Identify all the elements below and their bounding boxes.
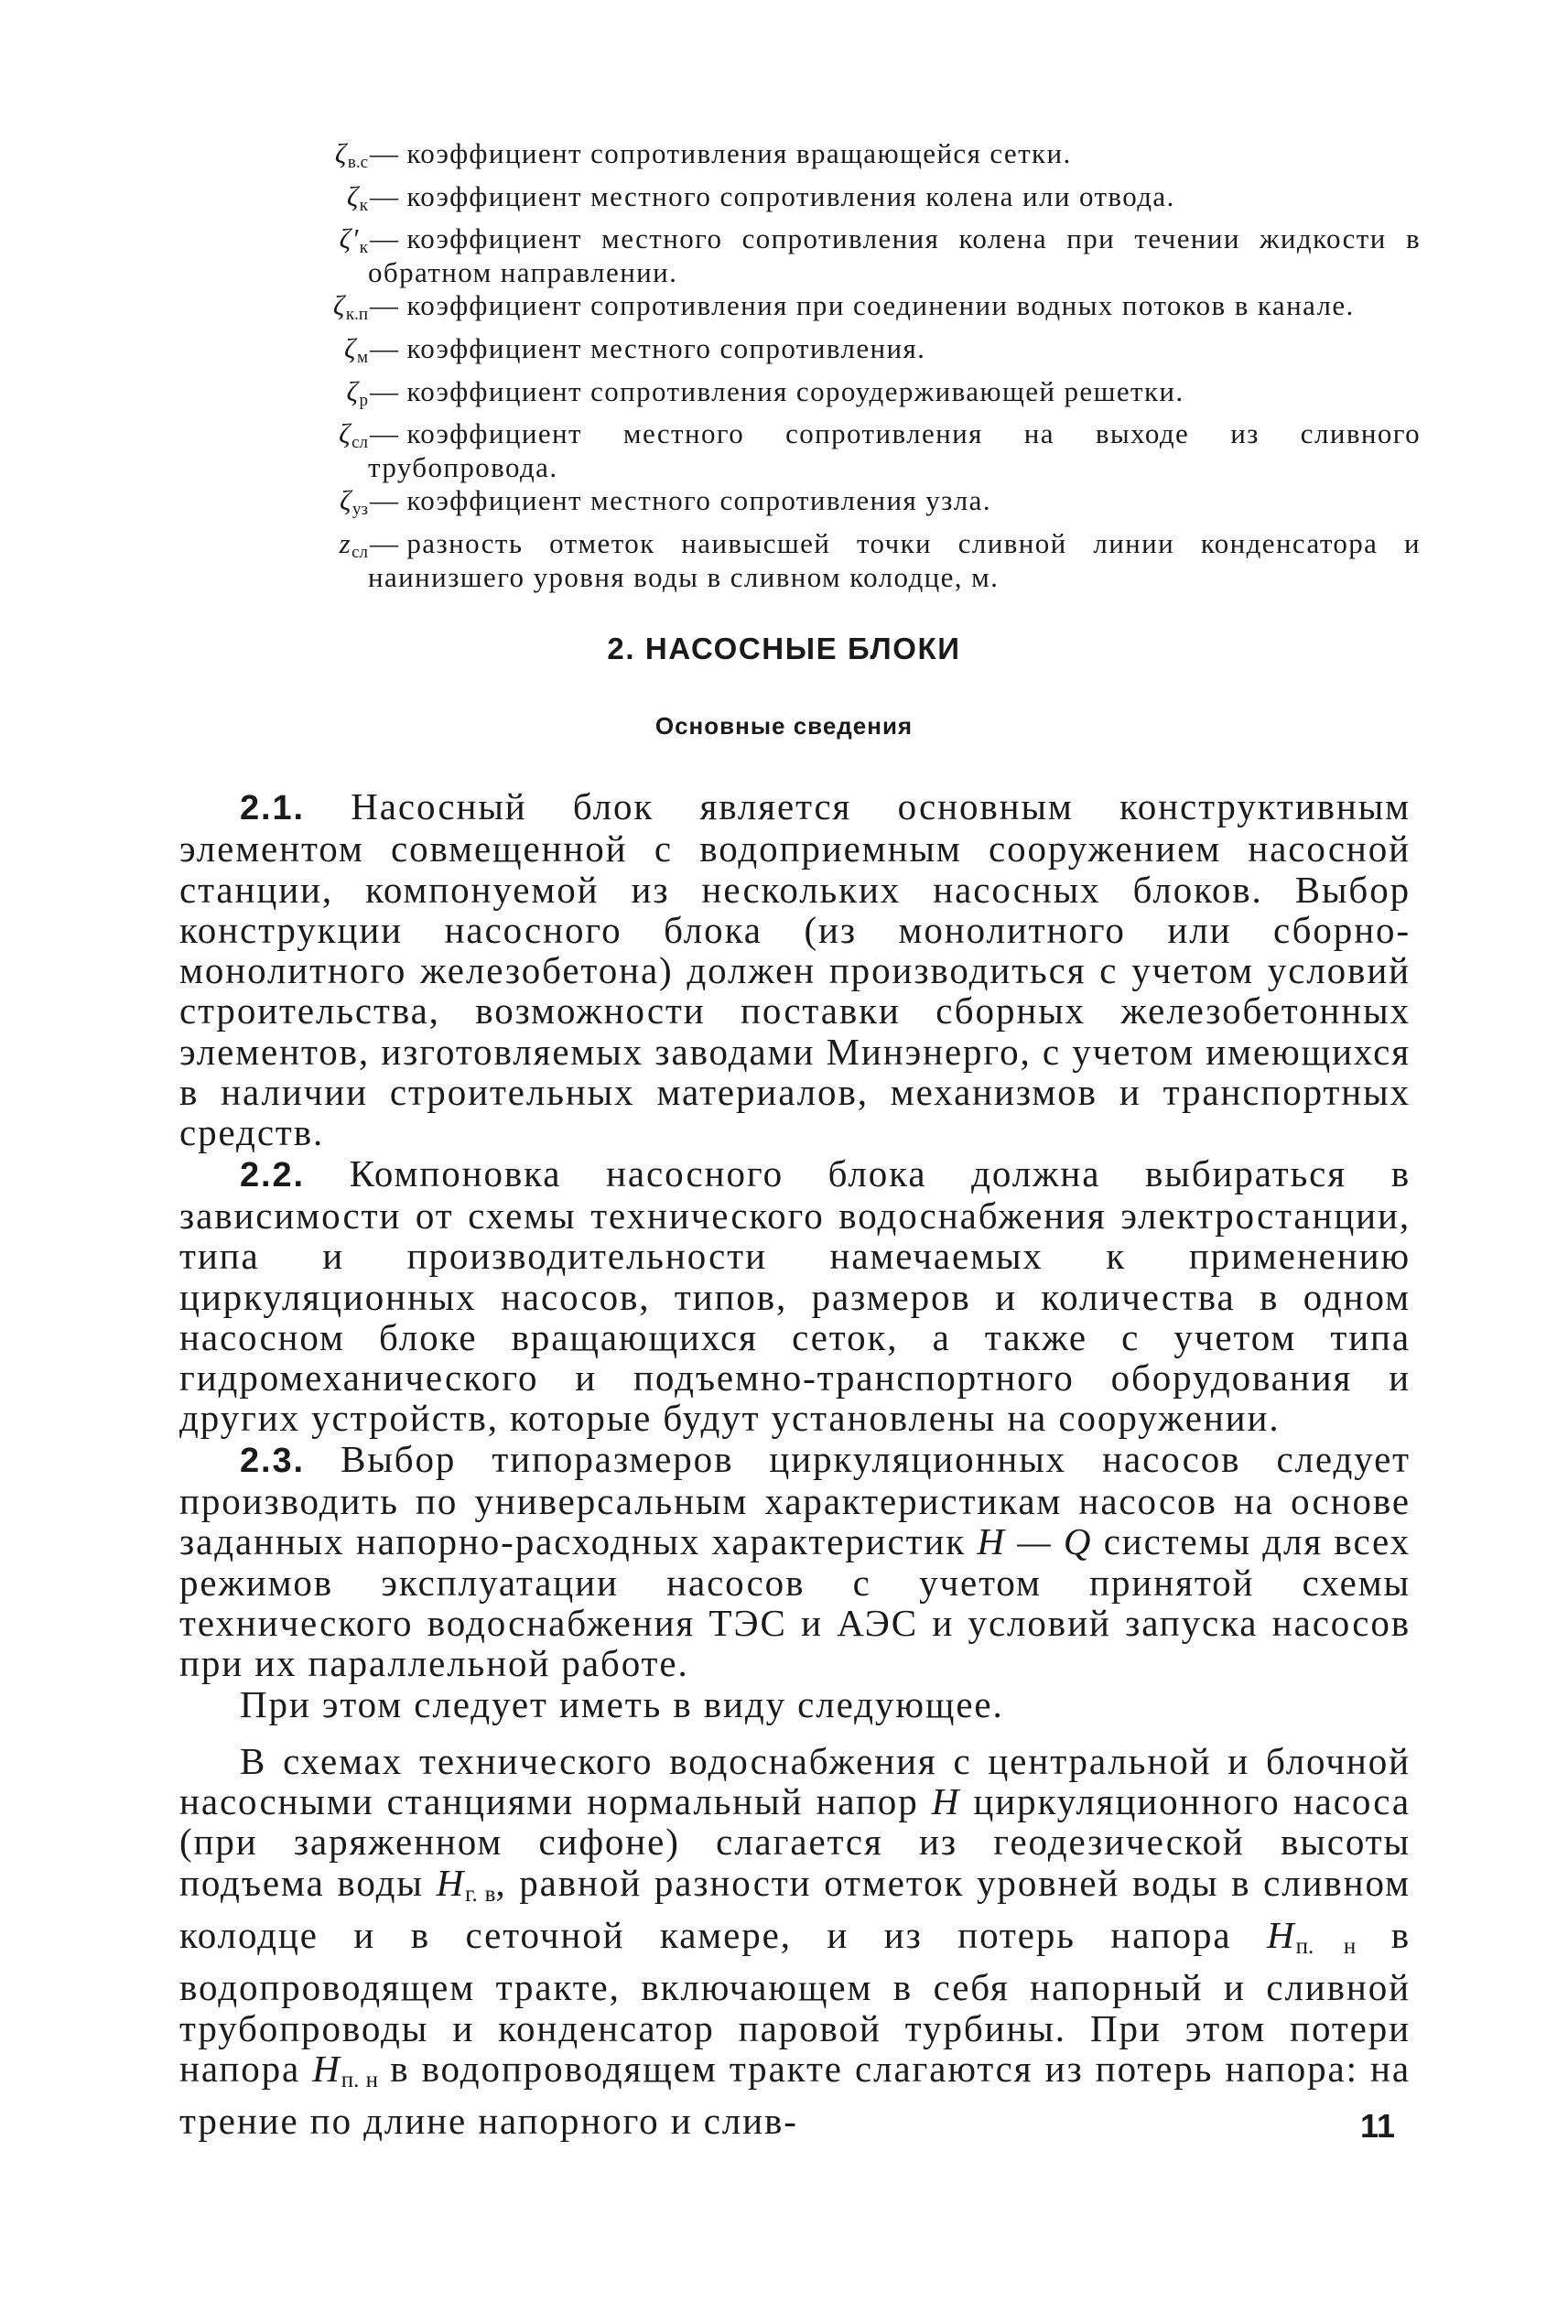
variable-subscript: п. н (341, 2067, 379, 2092)
legend-symbol: $\zeta_м$ (344, 331, 368, 367)
paragraph-text: Выбор типоразмеров циркуляционных насосов следует производить по универсальным характеристикам насосов на основе заданных напорно-расходных характеристик (179, 1437, 1411, 1563)
formula-h-q: H — Q (977, 1520, 1093, 1563)
legend-symbol: $\zeta_{уз}$ (340, 484, 368, 520)
legend-description: — коэффициент сопротивления вращающейся сетки. (370, 137, 1072, 169)
sub-heading: Основные сведения (654, 712, 914, 740)
legend-symbol: $\zeta_р$ (346, 374, 368, 410)
legend-description: — коэффициент местного сопротивления. (370, 331, 926, 364)
legend-description: — разность отметок наивысшей точки сливной линии конденсатора и наинизшего уровня воды в сливном колодце, м. (368, 526, 1421, 593)
paragraph-text: Компоновка насосного блока должна выбираться в зависимости от схемы технического водоснабжения электростанции, типа и производительности намечаемых к применению циркуляционных насосов, типов, размеров и количества в одном насосном блоке вращающихся сеток, а также с учетом типа гидромеханического и подъемно-транспортного оборудования и других устройств, которые будут установлены на сооружении. (179, 1151, 1411, 1440)
legend-symbol: $\zeta_{к.п}$ (332, 289, 368, 325)
clause-number: 2.1. (240, 789, 305, 827)
legend-symbol: $z_{сл}$ (339, 526, 368, 562)
legend-item (198, 289, 1421, 332)
legend-description: — коэффициент местного сопротивления узла. (370, 484, 991, 517)
legend-symbol: $\zeta_к$ (346, 179, 368, 215)
paragraph-note (179, 1684, 1411, 1724)
legend-item (198, 222, 1421, 289)
section-heading: 2. НАСОСНЫЕ БЛОКИ (607, 632, 961, 665)
paragraph-2-3 (179, 1439, 1411, 1684)
legend-symbol: $\zeta'_к$ (339, 222, 368, 258)
legend-description: — коэффициент местного сопротивления колена при течении жидкости в обратном направлении. (368, 222, 1421, 288)
legend-item (198, 375, 1421, 418)
paragraph-text: системы для всех режимов эксплуатации насосов с учетом принятой схемы технического водоснабжения ТЭС и АЭС и условий запуска насосов при их параллельной работе. (179, 1520, 1411, 1685)
legend-description: — коэффициент сопротивления сороудерживающей решетки. (370, 374, 1184, 407)
legend-item (198, 484, 1421, 527)
paragraph-text: Насосный блок является основным конструктивным элементом совмещенной с водоприемным сооружением насосной станции, компонуемой из нескольких насосных блоков. Выбор конструкции насосного блока (из монолитного или сборно-монолитного железобетона) должен производиться с учетом условий строительства, возможности поставки сборных железобетонных элементов, изготовляемых заводами Минэнерго, с учетом имеющихся в наличии строительных материалов, механизмов и транспортных средств. (179, 785, 1411, 1154)
paragraph-text: в водопроводящем тракте слагаются из потерь напора: на трение по длине напорного и слив- (179, 2047, 1411, 2143)
symbol-legend (198, 137, 1421, 594)
variable-h-pn: H (312, 2047, 341, 2090)
paragraph-text: циркуляционного насоса (при заряженном сифоне) слагается из геодезической высоты подъема воды (179, 1780, 1411, 1904)
legend-item (198, 137, 1421, 180)
paragraph-text: , равной разности отметок уровней воды в сливном колодце и в сеточной камере, и из потерь напора (179, 1861, 1411, 1957)
paragraph-2-2 (179, 1153, 1411, 1439)
legend-item (198, 417, 1421, 484)
paragraph-text: В схемах технического водоснабжения с центральной и блочной насосными станциями нормальный напор (179, 1739, 1411, 1823)
variable-subscript: п. н (1295, 1934, 1357, 1960)
variable-subscript: г. в (465, 1881, 496, 1907)
legend-symbol: $\zeta_{в.с}$ (334, 137, 368, 172)
legend-item (198, 180, 1421, 223)
body-text (179, 786, 1411, 2142)
legend-symbol: $\zeta_{сл}$ (339, 417, 368, 453)
legend-item (198, 527, 1421, 594)
paragraph-head-composition (179, 1741, 1411, 2142)
paragraph-2-1 (179, 786, 1411, 1153)
paragraph-text: в водопроводящем тракте, включающем в себя напорный и сливной трубопроводы и конденсатор паровой турбины. При этом потери напора (179, 1914, 1411, 2090)
legend-description: — коэффициент местного сопротивления на выходе из сливного трубопровода. (368, 417, 1421, 483)
clause-number: 2.3. (240, 1441, 305, 1480)
variable-h-pn: H (1267, 1914, 1296, 1957)
paragraph-text: При этом следует иметь в виду следующее. (240, 1682, 1004, 1725)
legend-description: — коэффициент сопротивления при соединении водных потоков в канале. (370, 289, 1355, 322)
variable-h-gv: H (436, 1861, 466, 1904)
clause-number: 2.2. (240, 1155, 305, 1194)
legend-item (198, 332, 1421, 375)
page-number: 11 (1360, 2107, 1396, 2145)
variable-h: H (931, 1780, 961, 1823)
legend-description: — коэффициент местного сопротивления колена или отвода. (370, 179, 1175, 212)
